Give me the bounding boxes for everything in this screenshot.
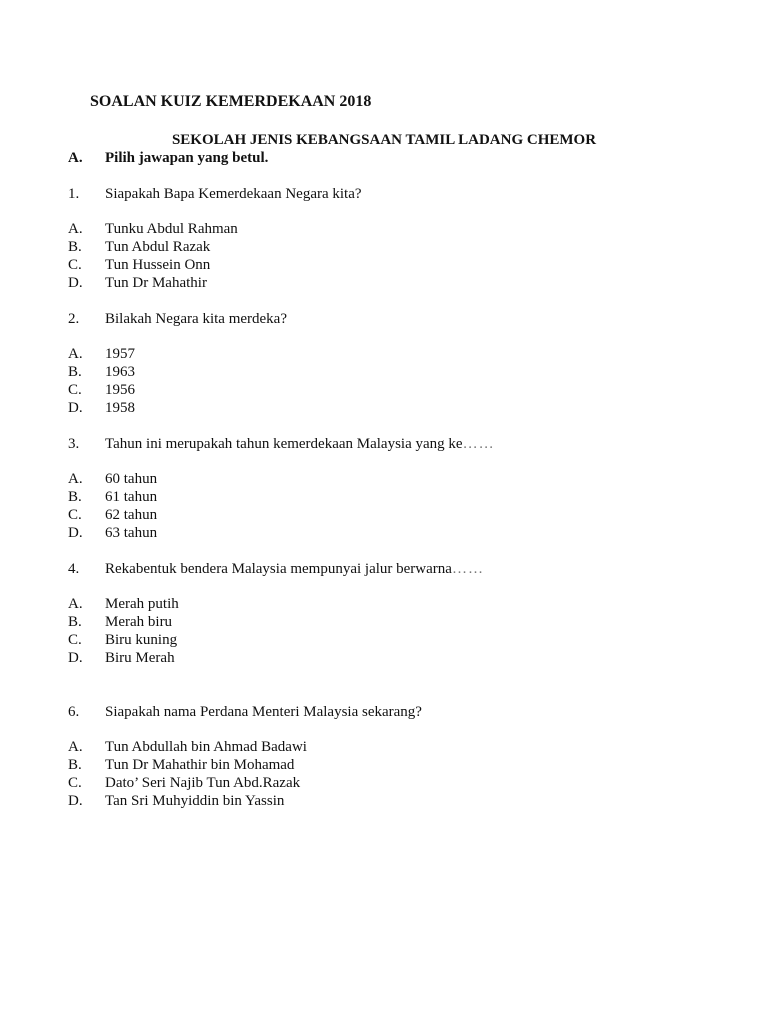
option-text: 1963 — [105, 364, 135, 380]
question-text: Siapakah nama Perdana Menteri Malaysia sekarang? — [105, 704, 422, 720]
option-letter: A. — [68, 346, 83, 362]
option-letter: B. — [68, 614, 82, 630]
option-text: 62 tahun — [105, 507, 158, 523]
section-label: A. — [68, 150, 83, 166]
option-text: Merah putih — [105, 596, 179, 612]
option-letter: A. — [68, 471, 83, 487]
option-letter: D. — [68, 275, 83, 291]
option-text: Dato’ Seri Najib Tun Abd.Razak — [105, 775, 301, 791]
option-letter: A. — [68, 221, 83, 237]
option-text: 61 tahun — [105, 489, 158, 505]
school-name-text: SEKOLAH JENIS KEBANGSAAN TAMIL LADANG CHEMOR — [171, 132, 597, 148]
question-text: Bilakah Negara kita merdeka? — [105, 311, 287, 327]
option-letter: C. — [68, 507, 82, 523]
option-letter: A. — [68, 739, 83, 755]
option-letter: C. — [68, 382, 82, 398]
option-text: Tunku Abdul Rahman — [105, 221, 238, 237]
option-text: 63 tahun — [105, 525, 158, 541]
option-letter: A. — [68, 596, 83, 612]
option-text: 1956 — [105, 382, 135, 398]
page-title: SOALAN KUIZ KEMERDEKAAN 2018 — [90, 93, 372, 110]
option-letter: B. — [68, 239, 82, 255]
instruction-text: Pilih jawapan yang betul. — [105, 150, 269, 166]
school-name — [0, 130, 768, 150]
question-text: Rekabentuk bendera Malaysia mempunyai jalur berwarna…… — [105, 561, 484, 577]
question-text: Siapakah Bapa Kemerdekaan Negara kita? — [105, 186, 362, 202]
option-letter: C. — [68, 775, 82, 791]
option-text: Tan Sri Muhyiddin bin Yassin — [105, 793, 285, 809]
option-text: Biru kuning — [105, 632, 178, 648]
question-number: 3. — [68, 436, 80, 452]
option-text: Tun Dr Mahathir bin Mohamad — [105, 757, 295, 773]
option-text: Merah biru — [105, 614, 173, 630]
option-letter: D. — [68, 650, 83, 666]
option-letter: D. — [68, 400, 83, 416]
option-text: Biru Merah — [105, 650, 175, 666]
question-number: 2. — [68, 311, 80, 327]
question-number: 1. — [68, 186, 80, 202]
option-letter: D. — [68, 793, 83, 809]
option-text: Tun Hussein Onn — [105, 257, 211, 273]
option-text: 1958 — [105, 400, 135, 416]
option-letter: B. — [68, 757, 82, 773]
option-letter: C. — [68, 632, 82, 648]
option-letter: D. — [68, 525, 83, 541]
option-letter: C. — [68, 257, 82, 273]
question-number: 6. — [68, 704, 80, 720]
option-text: 1957 — [105, 346, 135, 362]
question-text: Tahun ini merupakah tahun kemerdekaan Malaysia yang ke…… — [105, 436, 495, 452]
option-text: Tun Abdul Razak — [105, 239, 211, 255]
option-text: Tun Dr Mahathir — [105, 275, 207, 291]
option-letter: B. — [68, 489, 82, 505]
option-text: Tun Abdullah bin Ahmad Badawi — [105, 739, 307, 755]
option-letter: B. — [68, 364, 82, 380]
question-number: 4. — [68, 561, 80, 577]
option-text: 60 tahun — [105, 471, 158, 487]
